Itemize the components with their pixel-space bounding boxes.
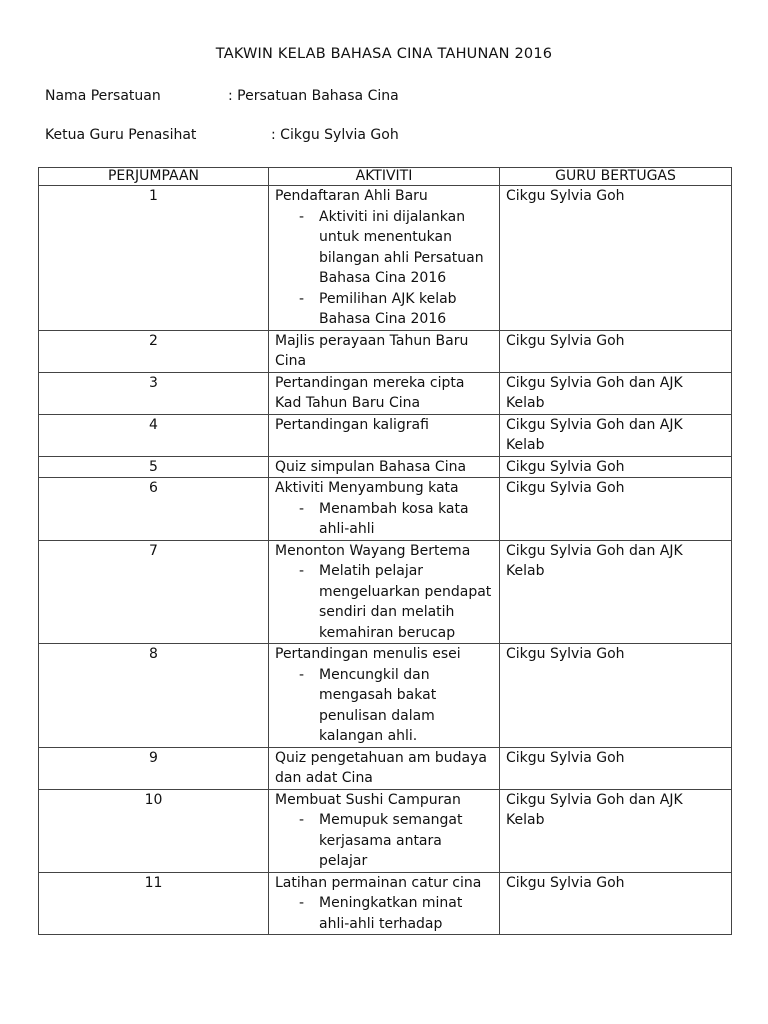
aktiviti-cell [269, 789, 500, 872]
nama-persatuan-label: Nama Persatuan [45, 88, 161, 104]
guru-bertugas-cell: Cikgu Sylvia Goh [500, 456, 732, 478]
aktiviti-title: Pendaftaran Ahli Baru [275, 188, 428, 204]
aktiviti-title: Membuat Sushi Campuran [275, 791, 461, 808]
header-guru-bertugas: GURU BERTUGAS [500, 168, 732, 186]
guru-bertugas-cell: Cikgu Sylvia Goh dan AJK Kelab [500, 414, 732, 456]
guru-bertugas-cell: Cikgu Sylvia Goh dan AJK Kelab [500, 372, 732, 414]
table-header-row [39, 168, 732, 186]
aktiviti-subitem: - Mencungkil dan mengasah bakat penulisan dalam kalangan ahli. [299, 665, 493, 747]
document-title: TAKWIN KELAB BAHASA CINA TAHUNAN 2016 [215, 46, 553, 62]
aktiviti-subitem: - Memupuk semangat kerjasama antara pelajar [299, 810, 493, 872]
table-row [39, 478, 732, 541]
table-row [39, 456, 732, 478]
aktiviti-subitem: - Pemilihan AJK kelab Bahasa Cina 2016 [299, 289, 493, 330]
perjumpaan-number: 6 [39, 478, 269, 541]
aktiviti-sublist [275, 893, 493, 934]
aktiviti-title: Menonton Wayang Bertema [275, 542, 471, 559]
aktiviti-cell [269, 186, 500, 331]
table-row [39, 330, 732, 372]
guru-bertugas-cell: Cikgu Sylvia Goh [500, 478, 732, 541]
guru-bertugas-cell: Cikgu Sylvia Goh dan AJK Kelab [500, 789, 732, 872]
guru-bertugas-cell: Cikgu Sylvia Goh [500, 186, 732, 331]
aktiviti-title: Pertandingan menulis esei [275, 646, 461, 662]
table-row [39, 872, 732, 935]
perjumpaan-number: 10 [39, 789, 269, 872]
takwin-table [38, 167, 732, 935]
aktiviti-cell [269, 414, 500, 456]
aktiviti-subitem: - Menambah kosa kata ahli-ahli [299, 499, 493, 540]
aktiviti-subitem: - Meningkatkan minat ahli-ahli terhadap [299, 893, 493, 934]
guru-bertugas-cell: Cikgu Sylvia Goh [500, 330, 732, 372]
perjumpaan-number: 11 [39, 872, 269, 935]
info-row-nama-persatuan [45, 88, 399, 104]
aktiviti-cell [269, 456, 500, 478]
perjumpaan-number: 1 [39, 186, 269, 331]
aktiviti-cell [269, 330, 500, 372]
ketua-guru-label: Ketua Guru Penasihat [45, 127, 197, 143]
aktiviti-cell [269, 747, 500, 789]
header-aktiviti: AKTIVITI [269, 168, 500, 186]
table-row [39, 186, 732, 331]
aktiviti-sublist [275, 207, 493, 330]
guru-bertugas-cell: Cikgu Sylvia Goh dan AJK Kelab [500, 540, 732, 644]
perjumpaan-number: 5 [39, 456, 269, 478]
aktiviti-title: Aktiviti Menyambung kata [275, 480, 459, 496]
aktiviti-cell [269, 478, 500, 541]
table-row [39, 372, 732, 414]
ketua-guru-value: : Cikgu Sylvia Goh [271, 127, 399, 143]
aktiviti-title: Quiz pengetahuan am budaya dan adat Cina [275, 749, 487, 786]
guru-bertugas-cell: Cikgu Sylvia Goh [500, 872, 732, 935]
aktiviti-cell [269, 644, 500, 748]
aktiviti-sublist [275, 665, 493, 747]
aktiviti-title: Pertandingan mereka cipta Kad Tahun Baru Cina [275, 374, 465, 411]
guru-bertugas-cell: Cikgu Sylvia Goh [500, 644, 732, 748]
aktiviti-cell [269, 372, 500, 414]
table-body [39, 186, 732, 935]
aktiviti-sublist [275, 561, 493, 643]
aktiviti-subitem: - Aktiviti ini dijalankan untuk menentukan bilangan ahli Persatuan Bahasa Cina 2016 [299, 207, 493, 289]
table-row [39, 644, 732, 748]
aktiviti-title: Pertandingan kaligrafi [275, 416, 429, 433]
nama-persatuan-value: : Persatuan Bahasa Cina [228, 88, 399, 104]
aktiviti-cell [269, 872, 500, 935]
aktiviti-title: Quiz simpulan Bahasa Cina [275, 458, 467, 475]
perjumpaan-number: 4 [39, 414, 269, 456]
info-row-ketua-guru [45, 127, 399, 143]
perjumpaan-number: 2 [39, 330, 269, 372]
perjumpaan-number: 3 [39, 372, 269, 414]
aktiviti-title: Latihan permainan catur cina [275, 874, 482, 891]
table-row [39, 540, 732, 644]
aktiviti-title: Majlis perayaan Tahun Baru Cina [275, 332, 469, 369]
aktiviti-sublist [275, 499, 493, 540]
guru-bertugas-cell: Cikgu Sylvia Goh [500, 747, 732, 789]
aktiviti-sublist [275, 810, 493, 872]
header-perjumpaan: PERJUMPAAN [39, 168, 269, 186]
perjumpaan-number: 9 [39, 747, 269, 789]
aktiviti-subitem: - Melatih pelajar mengeluarkan pendapat sendiri dan melatih kemahiran berucap [299, 561, 493, 643]
perjumpaan-number: 7 [39, 540, 269, 644]
table-row [39, 747, 732, 789]
table-row [39, 789, 732, 872]
perjumpaan-number: 8 [39, 644, 269, 748]
table-row [39, 414, 732, 456]
aktiviti-cell [269, 540, 500, 644]
